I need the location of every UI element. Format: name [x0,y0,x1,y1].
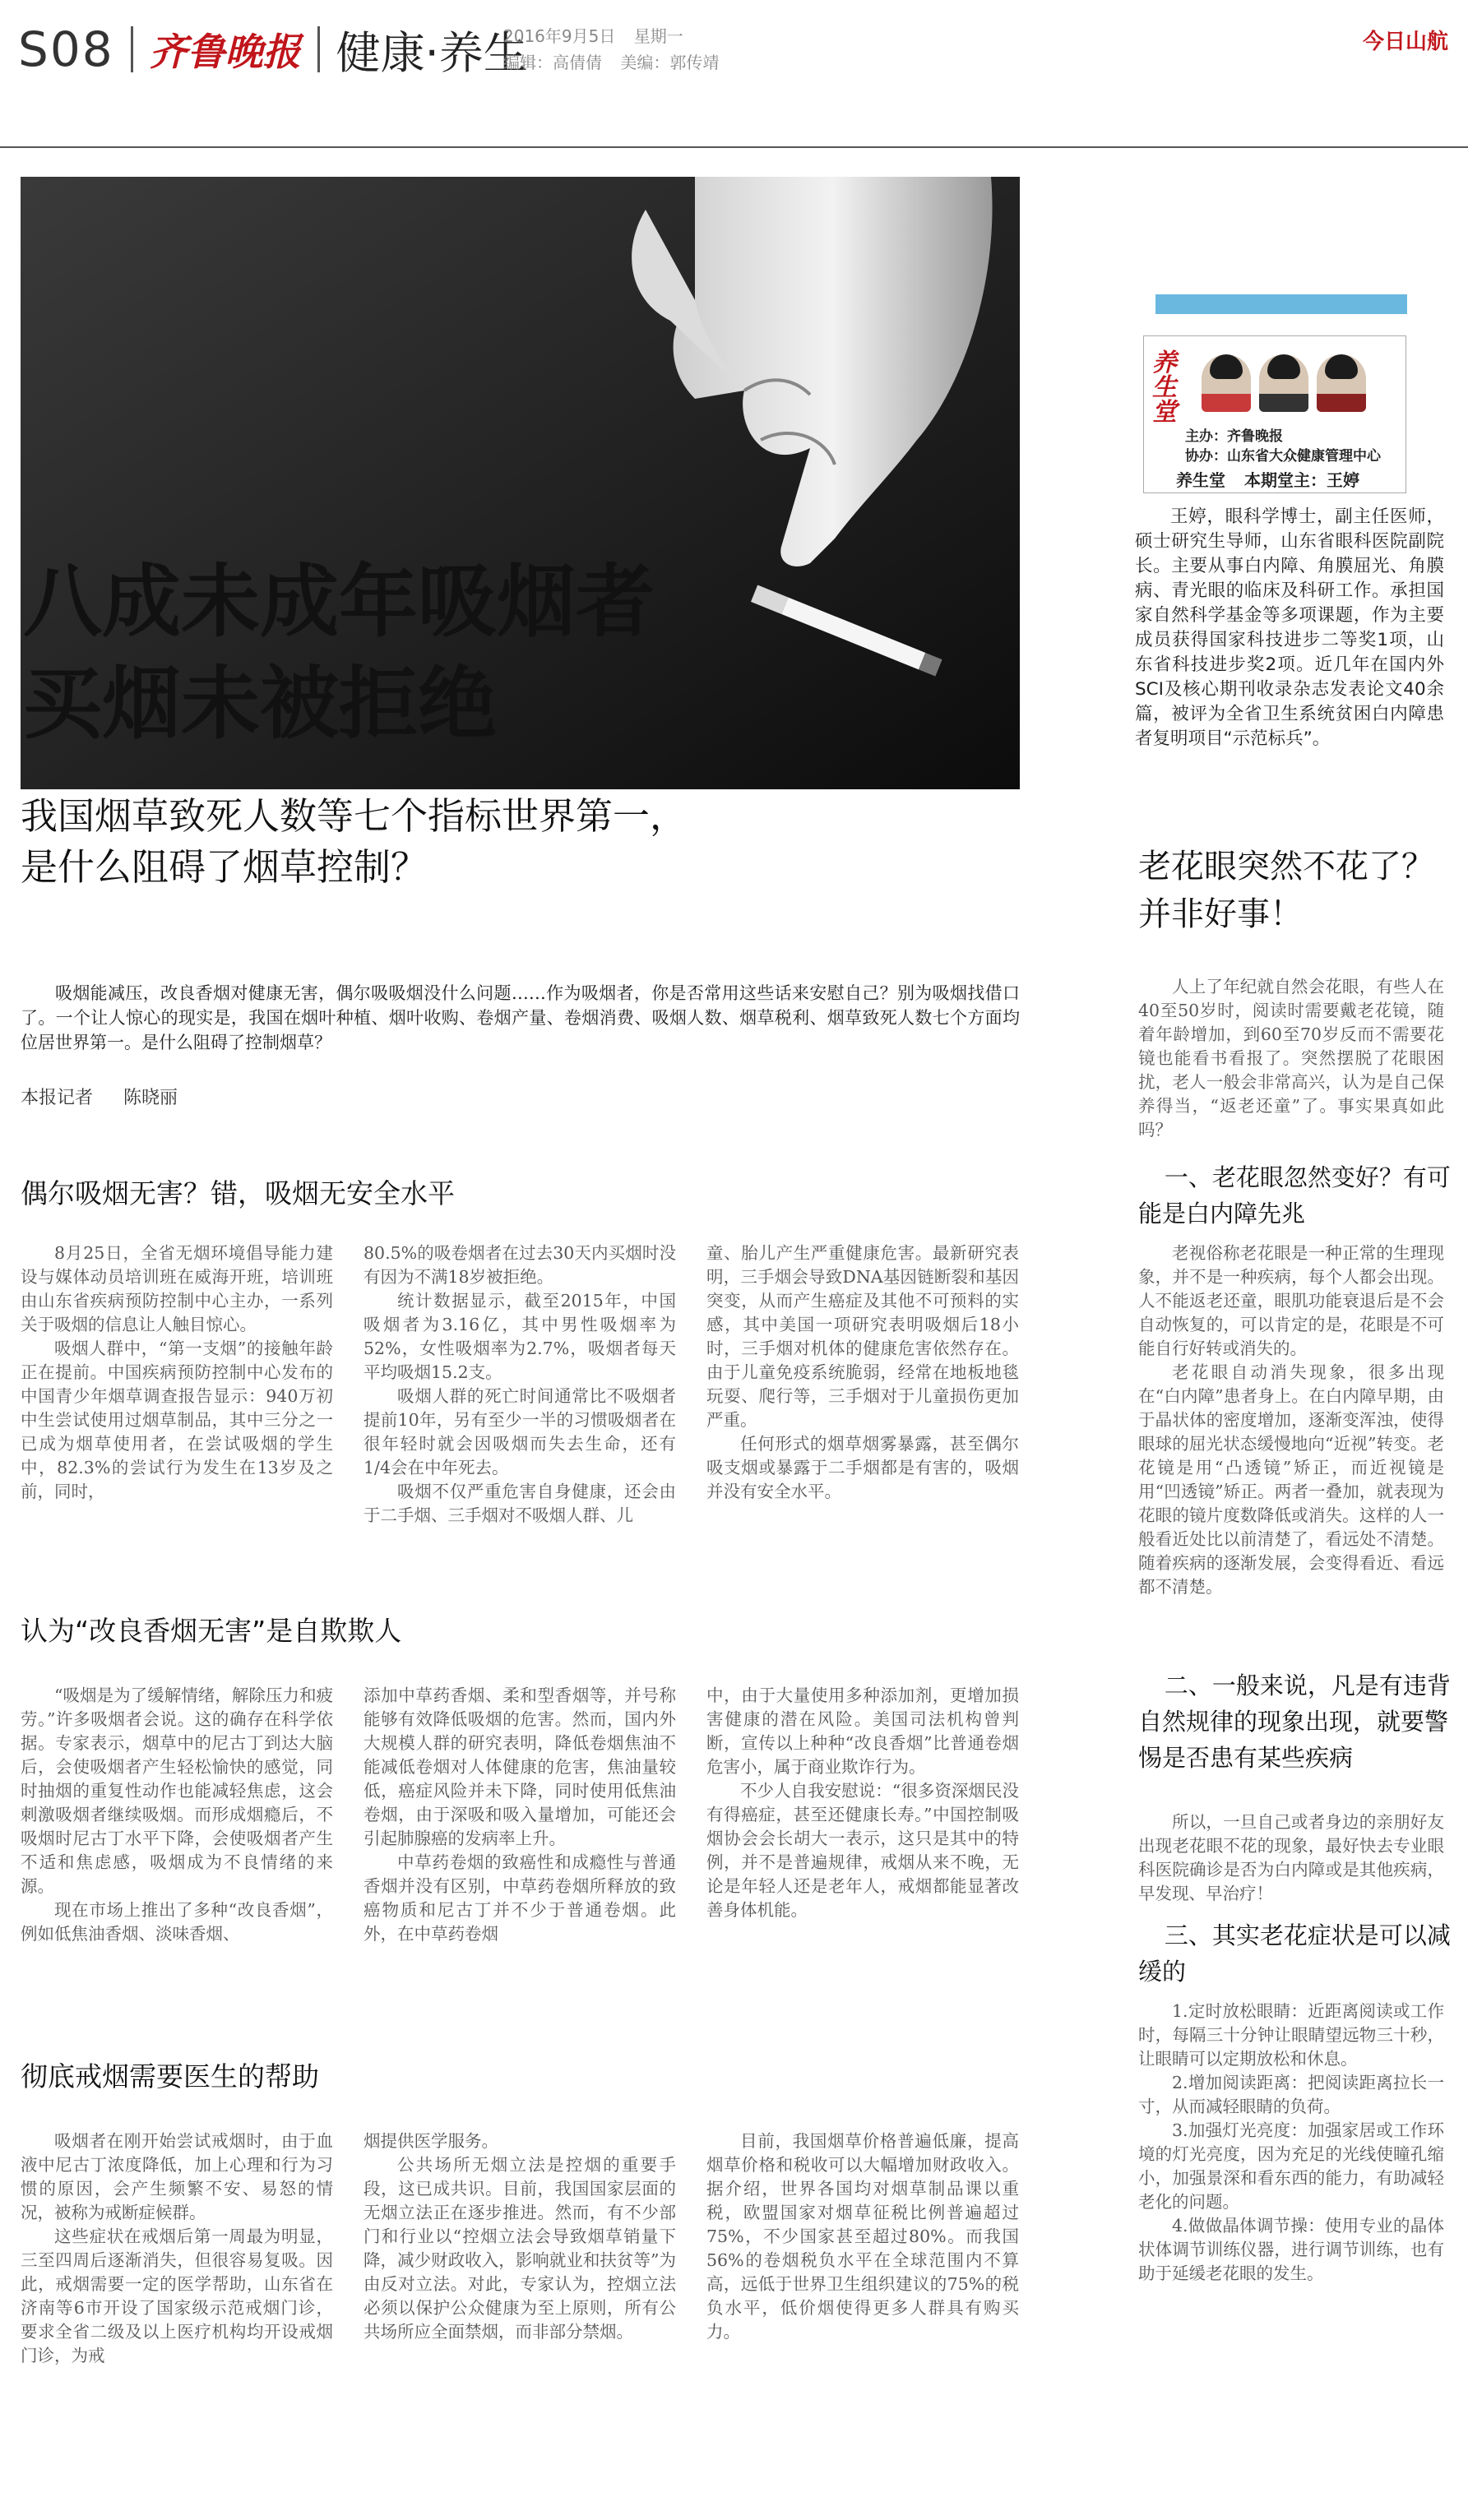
expert-portrait-icon [1259,354,1308,412]
editor-credit: 编辑：高倩倩 [503,53,602,72]
paragraph: 老花眼自动消失现象，很多出现在“白内障”患者身上。在白内障早期，由于晶状体的密度增加，逐渐变浑浊，使得眼球的屈光状态缓慢地向“近视”转变。老花镜是用“凸透镜”矫正，而近视镜是用“凹透镜”矫正。两者一叠加，就表现为花眼的镜片度数降低或消失。这样的人一般看近处比以前清楚了，看远处不清楚。随着疾病的逐渐发展，会变得看近、看远都不清楚。 [1138,1362,1444,1597]
text-column [706,1242,1019,1528]
designer-credit: 美编：郭传靖 [620,53,720,72]
section-heading: 偶尔吸烟无害？错，吸烟无安全水平 [21,1177,455,1209]
subheadline [21,791,687,893]
paragraph: 80.5%的吸卷烟者在过去30天内买烟时没有因为不满18岁被拒绝。 [364,1243,676,1287]
co-organizer: 协办：山东省大众健康管理中心 [1185,448,1381,465]
paragraph: 3.加强灯光亮度：加强家居或工作环境的灯光亮度，因为充足的光线使瞳孔缩小，加强景深和看东西的能力，有助减轻老化的问题。 [1138,2120,1444,2212]
paragraph: 吸烟人群中，“第一支烟”的接触年龄正在提前。中国疾病预防控制中心发布的中国青少年烟草调查报告显示：940万初中生尝试使用过烟草制品，其中三分之一已成为烟草使用者，在尝试吸烟的学生中，82.3%的尝试行为发生在13岁及之前，同时， [21,1339,333,1501]
text-column [364,2129,676,2368]
paragraph: 目前，我国烟草价格普遍低廉，提高烟草价格和税收可以大幅增加财政收入。据介绍，世界各国均对烟草制品课以重税，欧盟国家对烟草征税比例普遍超过75%，不少国家甚至超过80%。而我国56%的卷烟税负水平在全球范围内不算高，远低于世界卫生组织建议的75%的税负水平，低价烟使得更多人群具有购买力。 [706,2131,1019,2342]
paragraph: 2.增加阅读距离：把阅读距离拉长一寸，从而减轻眼睛的负荷。 [1138,2073,1444,2116]
host-name: 本期堂主：王婷 [1243,470,1359,490]
newspaper-logo: 齐鲁晚报 [149,30,301,74]
paragraph: 烟提供医学服务。 [364,2131,498,2151]
lead-paragraph: 吸烟能减压，改良香烟对健康无害，偶尔吸吸烟没什么问题……作为吸烟者，你是否常用这些话来安慰自己？别为吸烟找借口了。一个让人惊心的现实是，我国在烟叶种植、烟叶收购、卷烟产量、卷烟消费、吸烟人数、烟草税利、烟草致死人数七个方面均位居世界第一。是什么阻碍了控制烟草？ [21,983,1020,1052]
headline [23,551,655,755]
paragraph: 人上了年纪就自然会花眼，有些人在40至50岁时，阅读时需要戴老花镜，随着年龄增加，到60至70岁反而不需要花镜也能看书看报了。突然摆脱了花眼困扰，老人一般会非常高兴，认为是自己保养得当，“返老还童”了。事实果真如此吗？ [1138,977,1444,1140]
paragraph: 吸烟者在刚开始尝试戒烟时，由于血液中尼古丁浓度降低，加上心理和行为习惯的原因，会产生频繁不安、易怒的情况，被称为戒断症候群。 [21,2131,333,2222]
headline-line-1: 八成未成年吸烟者 [23,556,655,648]
byline-label: 本报记者 [21,1088,94,1108]
paragraph: 统计数据显示，截至2015年，中国吸烟者为3.16亿，其中男性吸烟率为52%，女性吸烟率为2.7%，吸烟者每天平均吸烟15.2支。 [364,1291,676,1382]
masthead-divider [317,26,320,72]
byline-name: 陈晓丽 [123,1088,178,1108]
sidebar-body [1138,1810,1444,1906]
section-body [21,1242,1020,1528]
section-body [21,1684,1020,1946]
paragraph: 这些症状在戒烟后第一周最为明显，三至四周后逐渐消失，但很容易复吸。因此，戒烟需要一定的医学帮助，山东省在济南等6市开设了国家级示范戒烟门诊，要求全省二级及以上医疗机构均开设戒烟门诊，为戒 [21,2226,333,2365]
text-column [364,1242,676,1528]
text-column [21,2129,333,2368]
text-column [706,1684,1019,1946]
section-heading: 彻底戒烟需要医生的帮助 [21,2060,319,2092]
paragraph: 所以，一旦自己或者身边的亲朋好友出现老花眼不花的现象，最好快去专业眼科医院确诊是否为白内障或是其他疾病，早发现、早治疗！ [1138,1812,1444,1903]
sidebar-article-title [1138,843,1451,938]
paragraph: 吸烟人群的死亡时间通常比不吸烟者提前10年，另有至少一半的习惯吸烟者在很年轻时就会因吸烟而失去生命，还有1/4会在中年死去。 [364,1386,676,1477]
sidebar-intro [1138,975,1444,1142]
paragraph: 现在市场上推出了多种“改良香烟”，例如低焦油香烟、淡味香烟、 [21,1900,333,1944]
brand-tag: 今日山航 [1362,30,1448,54]
expert-portraits [1202,354,1366,412]
text-column [364,1684,676,1946]
section-body [21,2129,1020,2368]
sidebar-title-line-1: 老花眼突然不花了？ [1138,848,1434,885]
text-column [21,1684,333,1946]
paragraph: 公共场所无烟立法是控烟的重要手段，这已成共识。目前，我国国家层面的无烟立法正在逐步推进。然而，有不少部门和行业以“控烟立法会导致烟草销量下降，减少财政收入，影响就业和扶贫等”为由反对立法。对此，专家认为，控烟立法必须以保护公众健康为至上原则，所有公共场所应全面禁烟，而非部分禁烟。 [364,2155,676,2342]
section-heading: 认为“改良香烟无害”是自欺欺人 [21,1615,402,1647]
paragraph: 中草药卷烟的致癌性和成瘾性与普通香烟并没有区别，中草药卷烟所释放的致癌物质和尼古丁并不少于普通卷烟。此外，在中草药卷烟 [364,1852,676,1944]
sidebar-subheading: 二、一般来说，凡是有违背自然规律的现象出现，就要警惕是否患有某些疾病 [1138,1672,1451,1772]
paragraph: 吸烟不仅严重危害自身健康，还会由于二手烟、三手烟对不吸烟人群、儿 [364,1482,676,1525]
paragraph: 1.定时放松眼睛：近距离阅读或工作时，每隔三十分钟让眼睛望远物三十秒，让眼睛可以定期放松和休息。 [1138,2001,1444,2069]
paragraph: 添加中草药香烟、柔和型香烟等，并号称能够有效降低吸烟的危害。然而，国内外大规模人群的研究表明，降低卷烟焦油不能减低卷烟对人体健康的危害，焦油量较低，癌症风险并未下降，同时使用低焦油卷烟，由于深吸和吸入量增加，可能还会引起肺腺癌的发病率上升。 [364,1685,676,1848]
organizer-info [1185,427,1381,466]
paragraph: 老视俗称老花眼是一种正常的生理现象，并不是一种疾病，每个人都会出现。人不能返老还童，眼肌功能衰退后是不会自动恢复的，可以肯定的是，花眼是不可能自行好转或消失的。 [1138,1243,1444,1358]
sidebar-body [1138,2000,1444,2286]
paragraph: 任何形式的烟草烟雾暴露，甚至偶尔吸支烟或暴露于二手烟都是有害的，吸烟并没有安全水平。 [706,1434,1019,1501]
paragraph: 不少人自我安慰说：“很多资深烟民没有得癌症，甚至还健康长寿。”中国控制吸烟协会会长胡大一表示，这只是其中的特例，并不是普遍规律，戒烟从来不晚，无论是年轻人还是老年人，戒烟都能显著改善身体机能。 [706,1781,1019,1920]
sidebar-subheading: 一、老花眼忽然变好？有可能是白内障先兆 [1138,1163,1451,1228]
byline [21,1084,202,1109]
subheadline-line-1: 我国烟草致死人数等七个指标世界第一， [21,794,688,838]
host-line [1176,467,1359,491]
subheadline-line-2: 是什么阻碍了烟草控制？ [21,845,428,889]
section-name: 健康·养生 [336,26,528,79]
host-label: 养生堂 [1176,470,1225,490]
sidebar-title-line-2: 并非好事！ [1138,895,1303,933]
headline-line-2: 买烟未被拒绝 [23,658,497,750]
masthead-divider [131,26,133,72]
sidebar-accent-bar [1155,294,1407,314]
paragraph: 4.做做晶体调节操：使用专业的晶体状体调节训练仪器，进行调节训练，也有助于延缓老花眼的发生。 [1138,2216,1444,2283]
issue-weekday: 星期一 [633,26,683,46]
issue-info [503,23,732,76]
expert-portrait-icon [1317,354,1366,412]
paragraph: 童、胎儿产生严重健康危害。最新研究表明，三手烟会导致DNA基因链断裂和基因突变，从而产生癌症及其他不可预料的实感，其中美国一项研究表明吸烟后18小时，三手烟对机体的健康危害依然存在。由于儿童免疫系统脆弱，经常在地板地毯玩耍、爬行等，三手烟对于儿童损伤更加严重。 [706,1243,1019,1430]
paragraph: “吸烟是为了缓解情绪，解除压力和疲劳。”许多吸烟者会说。这的确存在科学依据。专家表示，烟草中的尼古丁到达大脑后，会使吸烟者产生轻松愉快的感觉，同时抽烟的重复性动作也能减轻焦虑，这会刺激吸烟者继续吸烟。而形成烟瘾后，不吸烟时尼古丁水平下降，会使吸烟者产生不适和焦虑感，吸烟成为不良情绪的来源。 [21,1685,333,1896]
text-column [21,1242,333,1528]
issue-date: 2016年9月5日 [503,26,616,46]
masthead-rule [0,146,1468,148]
expert-portrait-icon [1202,354,1251,412]
masthead [18,16,528,82]
paragraph: 8月25日，全省无烟环境倡导能力建设与媒体动员培训班在威海开班，培训班由山东省疾病预防控制中心主办，一系列关于吸烟的信息让人触目惊心。 [21,1243,333,1334]
sidebar-subheading: 三、其实老花症状是可以减缓的 [1138,1921,1451,1986]
organizer: 主办：齐鲁晚报 [1185,428,1283,445]
column-logo: 养生堂 [1152,349,1177,427]
text-column [706,2129,1019,2368]
sidebar-body [1138,1242,1444,1599]
page-number: S08 [18,21,114,77]
expert-bio: 王婷，眼科学博士，副主任医师，硕士研究生导师，山东省眼科医院副院长。主要从事白内障、角膜屈光、角膜病、青光眼的临床及科研工作。承担国家自然科学基金等多项课题，作为主要成员获得国家科技进步二等奖1项，山东省科技进步奖2项。近几年在国内外SCI及核心期刊收录杂志发表论文40余篇，被评为全省卫生系统贫困白内障患者复明项目“示范标兵”。 [1135,506,1444,749]
paragraph: 中，由于大量使用多种添加剂，更增加损害健康的潜在风险。美国司法机构曾判断，宣传以上种种“改良香烟”比普通卷烟危害小，属于商业欺诈行为。 [706,1685,1019,1777]
